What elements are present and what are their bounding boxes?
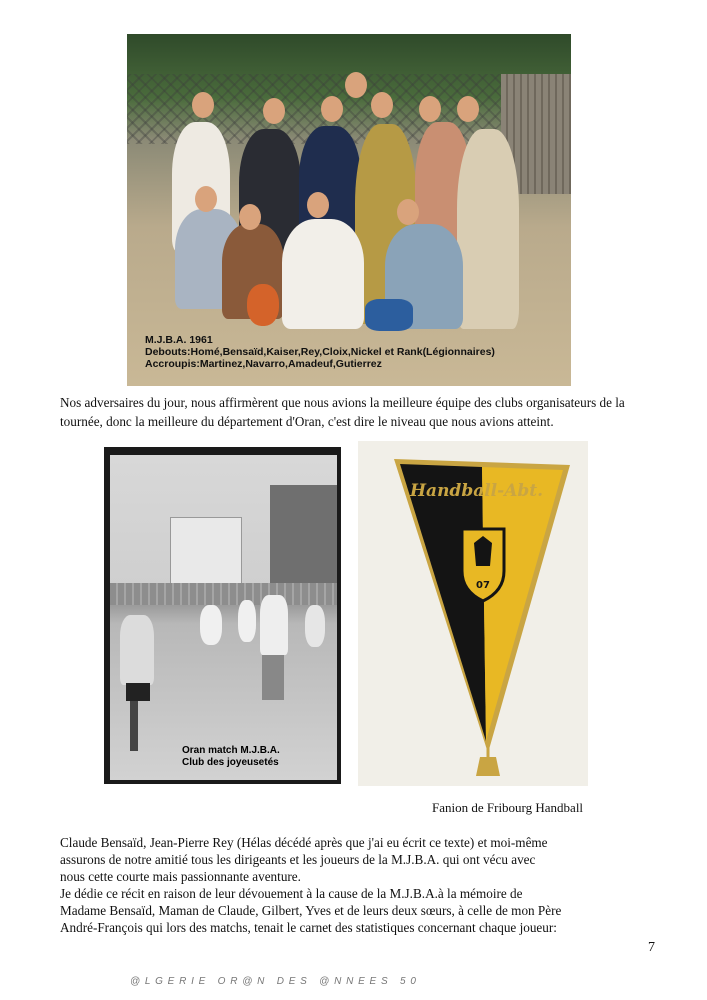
player-head — [397, 199, 419, 225]
pennant-yellow-half — [482, 467, 563, 741]
pennant-graphic — [358, 441, 588, 786]
match-photo-frame — [104, 447, 341, 784]
page-number: 7 — [648, 940, 655, 955]
page-footer: @ L G E R I E O R @ N D E S @ N N E E S 5 0 — [130, 976, 417, 987]
caption-standing: Debouts:Homé,Bensaïd,Kaiser,Rey,Cloix,Nickel et Rank(Légionnaires) — [145, 346, 495, 358]
dedication-line: André-François qui lors des matchs, tenait le carnet des statistiques concernant chaque joueur: — [60, 920, 557, 935]
player-head — [239, 204, 261, 230]
player-figure — [457, 129, 519, 329]
pennant-black-half — [400, 464, 486, 741]
player-figure — [200, 605, 222, 645]
pennant-caption: Fanion de Fribourg Handball — [432, 800, 584, 815]
player-figure — [238, 600, 256, 642]
hangar — [270, 485, 337, 595]
building — [170, 517, 242, 589]
pennant-banner-text: Handball-Abt. — [410, 481, 544, 501]
player-figure — [260, 595, 288, 655]
tassel-icon — [476, 757, 500, 776]
player-head — [307, 192, 329, 218]
player-head — [457, 96, 479, 122]
boundary-wall — [110, 583, 337, 605]
player-head — [321, 96, 343, 122]
team-photo-caption — [145, 334, 495, 370]
match-photo-caption — [182, 745, 280, 769]
dedication-line: Madame Bensaïd, Maman de Claude, Gilbert, Yves et de leurs deux sœurs, à celle de mon Père — [60, 903, 562, 918]
team-photo — [127, 34, 571, 386]
match-photo — [110, 455, 337, 780]
player-figure — [120, 615, 154, 685]
player-head — [195, 186, 217, 212]
dedication-line: nous cette courte mais passionnante aventure. — [60, 869, 301, 884]
dedication-line: assurons de notre amitié tous les dirigeants et les joueurs de la M.J.B.A. qui ont vécu avec — [60, 852, 536, 867]
player-leg — [262, 655, 284, 700]
dedication-line: Je dédie ce récit en raison de leur dévouement à la cause de la M.J.B.A.à la mémoire de — [60, 886, 523, 901]
caption-crouching: Accroupis:Martinez,Navarro,Amadeuf,Gutierrez — [145, 358, 382, 370]
player-head — [371, 92, 393, 118]
match-caption-line1: Oran match M.J.B.A. — [182, 745, 280, 756]
paragraph-opponents: Nos adversaires du jour, nous affirmèrent que nous avions la meilleure équipe des clubs organisateurs de la tournée, donc la meilleure du département d'Oran, c'est dire le niveau que nous avions atteint. — [60, 395, 625, 429]
caption-title: M.J.B.A. 1961 — [145, 334, 213, 346]
player-leg — [130, 701, 138, 751]
player-figure — [305, 605, 325, 647]
pennant-photo — [358, 441, 588, 786]
player-head — [345, 72, 367, 98]
player-head — [419, 96, 441, 122]
player-figure — [282, 219, 364, 329]
player-shorts — [126, 683, 150, 701]
match-caption-line2: Club des joyeusetés — [182, 757, 279, 768]
player-head — [263, 98, 285, 124]
paragraph-dedication — [60, 834, 665, 936]
pennant-badge-number: 07 — [476, 580, 490, 591]
handball-bag — [247, 284, 279, 326]
dedication-line: Claude Bensaïd, Jean-Pierre Rey (Hélas décédé après que j'ai eu écrit ce texte) et moi-même — [60, 835, 548, 850]
sports-bag — [365, 299, 413, 331]
player-head — [192, 92, 214, 118]
